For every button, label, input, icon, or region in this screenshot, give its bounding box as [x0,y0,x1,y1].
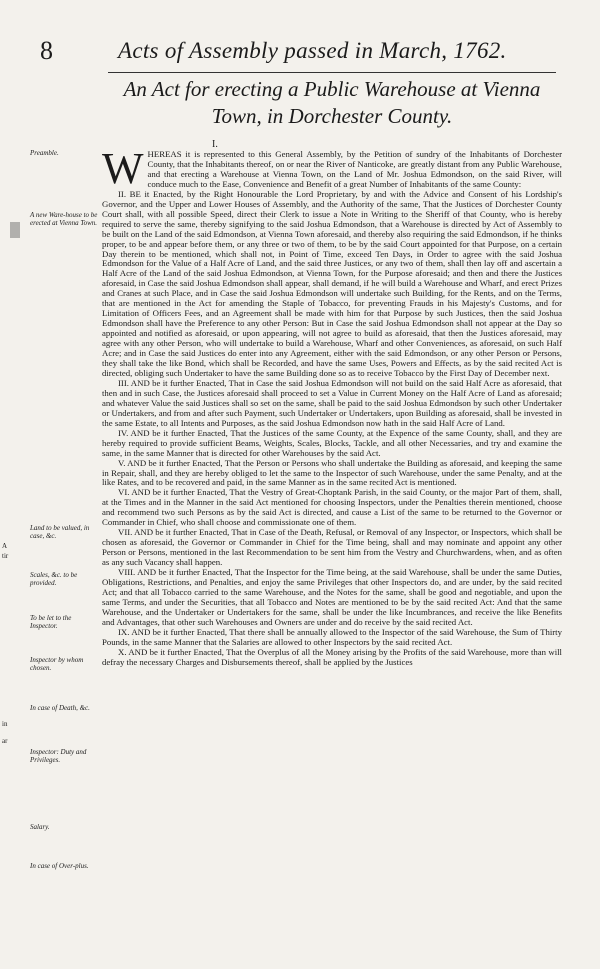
paragraph-10: X. AND be it further Enacted, That the Overplus of all the Money arising by the Profits of the said Warehouse, more than will defray the necessary Charges and Disbursements thereof, shall be applied by the Justices [102,646,562,667]
paragraph-2: II. BE it Enacted, by the Right Honourable the Lord Proprietary, by and with the Advice and Consent of his Lordship's Governor, and the Upper and Lower Houses of Assembly, and the Authority of the same, That the Justices of Dorchester County Court shall, with all possible Speed, direct their Clerk to issue a Note in Writing to the Sheriff of that County, who is hereby required to serve the same, thereby signifying to the said Joshua Edmondson, that a Warehouse is directed by Act of Assembly to be built on the Land of the said Edmondson, at Vienna Town aforesaid, and thereby also requiring the said Edmondson, if he thinks proper, to be and appear before them, or any three or two of them, to be by the said Court appointed for that Purpose, on a certain Day therein to be mentioned, which shall not, in Point of Time, exceed Ten Days, in Order to agree with the said Joshua Edmondson for the Value of a Half Acre of Land, and the said three Justices, or any two of them, shall then lay off and ascertain a Half Acre of the Land of the said Joshua Edmondson, at Vienna Town, for the Purpose aforesaid; and then and there the Justices aforesaid, in Case the said Joshua Edmondson shall appear, shall demand, if he will build a Warehouse and Wharf, and erect Prizes and Cranes at such Place, and in Case the said Joshua Edmondson will undertake such Building, for the Rents, and on the Terms, that are mentioned in the Act for amending the Staple of Tobacco, for preventing Frauds in his Majesty's Customs, and for Limitation of Officers Fees, and an Agreement shall be made with him for that Purpose by such Justices, then the said Joshua Edmondson shall have the Preference to any other Person: But in Case the said Joshua Edmondson shall not appear at the Day so appointed and notified as aforesaid, or upon appearing, will not agree to build as aforesaid, that then the Justices aforesaid, may agree with any other Person, who will undertake to build a Warehouse, Wharf and other Conveniences, as aforesaid, on such Half Acre; and in Case the said Justices do enter into any Agreement, either with the said Edmondson, or any other Person or Persons, they shall take the like Bond, which shall be Recorded, and have the same Uses, Powers and Effects, as by the said recited Act is directed, obliging such Undertaker to have the same Building done so as to receive Tobacco by the First Day of December next. [102,188,562,378]
margin-note-land-valued: Land to be valued, in case, &c. [30,524,90,540]
paragraph-9: IX. AND be it further Enacted, That there shall be annually allowed to the Inspector of the said Warehouse, the Sum of Thirty Pounds, in the same Manner that the Salaries are allowed to other Inspectors by the said recited Act. [102,626,562,647]
edge-mark-tir: tir [2,552,9,560]
bleed-through-mark [10,222,20,238]
edge-mark-ar: ar [2,737,8,745]
margin-note-let-inspector: To be let to the Inspector. [30,614,72,630]
margin-note-new-warehouse: A new Ware-house to be erected at Vienna Town. [30,211,98,227]
paragraph-3: III. AND be it further Enacted, That in Case the said Joshua Edmondson will not build on the said Half Acre as aforesaid, that then and in such Case, the Justices aforesaid shall proceed to set a Value in Current Money on the Half Acre of Land as aforesaid; and whatever Value the said Justices shall so set on the same, shall be paid to the said Joshua Edmondson by such other Undertaker or Undertakers, and from and after such Payment, such Undertaker or Undertakers, upon Building as aforesaid, shall be invested in the same Estate, to all Intents and Purposes, as the said Joshua Edmondson now hath in the said Half Acre of Land. [102,377,562,428]
paragraph-7: VII. AND be it further Enacted, That in Case of the Death, Refusal, or Removal of any Inspector, or Inspectors, which shall be chosen as aforesaid, the Governor or Commander in Chief for the Time being, shall and may nominate and appoint any other Person or Persons, mentioned in the last Recommendation to be sent him from the Vestry and Churchwardens, when, and as often as any such Vacancy shall happen. [102,527,562,568]
header-rule [108,72,556,73]
margin-note-preamble: Preamble. [30,149,59,157]
drop-cap: W [102,144,144,193]
act-body [102,140,562,668]
page-number: 8 [40,36,53,65]
running-head: Acts of Assembly passed in March, 1762. [118,38,507,63]
act-title: An Act for erecting a Public Warehouse at Vienna Town, in Dorchester County. [123,77,541,128]
margin-note-death: In case of Death, &c. [30,704,90,712]
edge-mark-in: in [2,720,8,728]
paragraph-1-text: HEREAS it is represented to this General Assembly, by the Petition of sundry of the Inhabitants of Dorchester County, that the Inhabitants thereof, on or near the River of Nanticoke, are greatly distant from any Public Warehouse, and that erecting a Warehouse at Vienna Town, on the Land of Mr. Joshua Edmondson, on the said River, will conduce much to the Ease, Convenience and Benefit of a great Number of Inhabitants of the same County: [147,149,562,189]
margin-note-duty: Inspector: Duty and Privileges. [30,748,87,764]
paragraph-1 [102,144,562,193]
paragraph-4: IV. AND be it further Enacted, That the Justices of the same County, at the Expence of the same County, shall, and they are hereby required to provide sufficient Beams, Weights, Scales, Blocks, Tackle, and all other Necessaries, and try and examine the same, in the same Manner that is directed for other Warehouses by the said Act. [102,427,562,458]
section-numeral-i: I. [212,139,218,150]
paragraph-6: VI. AND be it further Enacted, That the Vestry of Great-Choptank Parish, in the said County, or the major Part of them, shall, at the Times and in the Manner in the said Act mentioned for choosing Inspectors, under the Penalties therein mentioned, choose and recommend two such Persons as by the said Act is directed, and cause a List of the same to be returned to the Governor or Commander in Chief, who shall choose and commissionate one of them. [102,487,562,528]
edge-mark-a: A [2,542,8,550]
paragraph-8: VIII. AND be it further Enacted, That the Inspector for the Time being, at the said Warehouse, shall be under the same Duties, Obligations, Restrictions, and Penalties, and enjoy the same Privileges that other Inspectors do, and are under, by the said recited Act; and that all Tobacco carried to the same Warehouse, and the Notes for the same, shall be good and negotiable, and upon the same Terms, and under the Securities, that all Tobacco and Notes are mentioned to be by the said recited Act: And that the same Warehouse, and the Undertaker or Undertakers for the same, shall be under the like Incumbrances, and receive the like Benefits and Advantages, that other such Warehouses and Owners are under and do receive by the said recited Act. [102,567,562,627]
margin-note-scales: Scales, &c. to be provided. [30,571,78,587]
paragraph-5: V. AND be it further Enacted, That the Person or Persons who shall undertake the Building as aforesaid, and keeping the same in Repair, shall, and they are hereby obliged to let the same to the Inspector of such Warehouse, under the same Penalty, and at the like Rates, and to be recovered and paid, in the same Manner as in the same recited Act is mentioned. [102,457,562,488]
margin-note-salary: Salary. [30,823,50,831]
margin-note-inspector-chosen: Inspector by whom chosen. [30,656,84,672]
margin-note-overplus: In case of Over-plus. [30,862,89,870]
